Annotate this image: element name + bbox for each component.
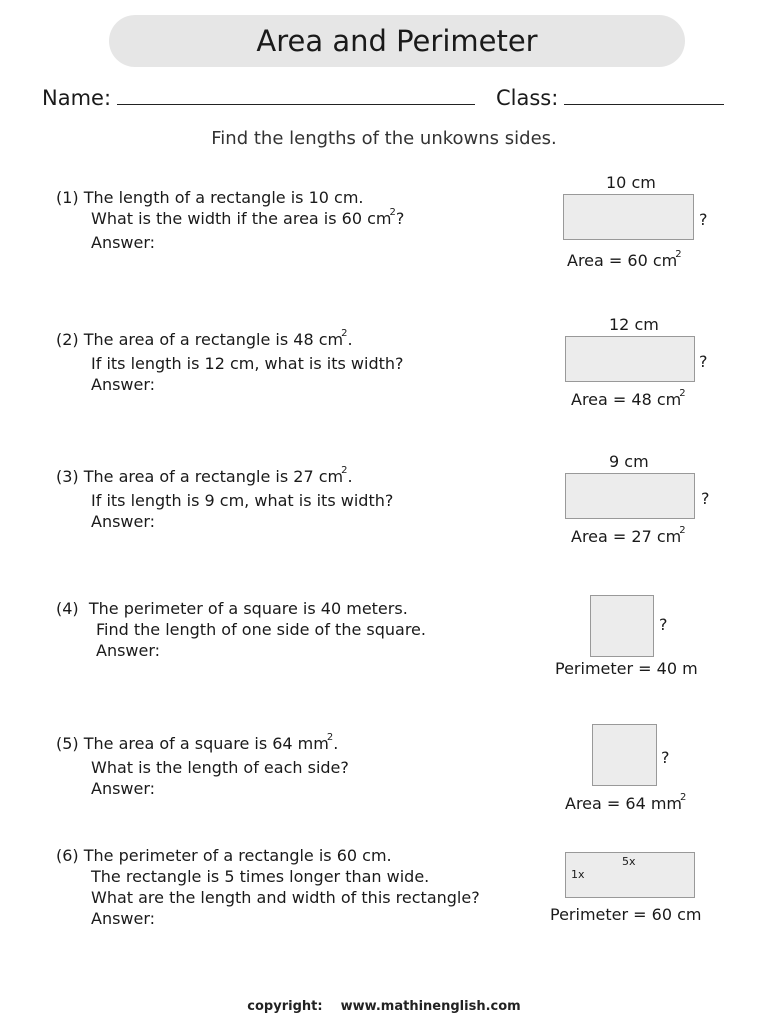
superscript: 2 (679, 525, 686, 536)
question-line: . (347, 467, 353, 486)
answer-label: Answer: (91, 375, 156, 394)
figure-inner-top-label: 5x (622, 855, 636, 868)
superscript: 2 (679, 388, 686, 399)
question-number: (2) (56, 330, 79, 349)
figure-bottom-label: Perimeter = 40 m (555, 659, 698, 678)
question-line: ? (395, 209, 405, 228)
superscript: 2 (389, 207, 396, 218)
question-2 (56, 328, 404, 395)
question-number: (3) (56, 467, 79, 486)
question-number: (6) (56, 846, 79, 865)
rectangle-figure (563, 194, 694, 240)
question-number: (1) (56, 188, 79, 207)
figure-top-label: 10 cm (606, 173, 656, 192)
figure-side-label: ? (659, 615, 668, 634)
answer-label: Answer: (96, 641, 161, 660)
question-line: What are the length and width of this rectangle? (91, 888, 480, 907)
question-line: The area of a rectangle is 27 cm (83, 467, 344, 486)
answer-label: Answer: (91, 512, 156, 531)
question-6 (56, 845, 480, 929)
answer-label: Answer: (91, 779, 156, 798)
square-figure (590, 595, 654, 657)
class-field (496, 86, 724, 110)
rectangle-figure (565, 852, 695, 898)
question-line: The rectangle is 5 times longer than wide. (91, 867, 430, 886)
figure-bottom-label: Area = 48 $cm^2$ (571, 388, 686, 409)
question-line: What is the length of each side? (91, 758, 349, 777)
rectangle-figure (565, 336, 695, 382)
rectangle-figure (565, 473, 695, 519)
question-line: The area of a square is 64 mm (83, 734, 329, 753)
superscript: 2 (341, 328, 348, 339)
page-title: Area and Perimeter (256, 24, 538, 58)
question-number: (5) (56, 734, 79, 753)
name-field (42, 86, 475, 110)
name-blank (117, 103, 475, 105)
figure-side-label: ? (699, 352, 708, 371)
question-line: What is the width if the area is 60 cm (91, 209, 392, 228)
copyright: copyright: www.mathinenglish.com (247, 999, 521, 1014)
instructions: Find the lengths of the unkowns sides. (211, 128, 557, 149)
superscript: 2 (326, 732, 334, 743)
question-line: If its length is 9 cm, what is its width? (91, 491, 394, 510)
question-line: The perimeter of a rectangle is 60 cm. (83, 846, 392, 865)
class-blank (564, 103, 724, 105)
question-line: . (333, 734, 339, 753)
superscript: 2 (341, 465, 348, 476)
question-line: . (347, 330, 353, 349)
question-line: If its length is 12 cm, what is its width? (91, 354, 404, 373)
name-label: Name: (42, 86, 112, 110)
question-line: Find the length of one side of the square. (96, 620, 426, 639)
figure-top-label: 9 cm (609, 452, 649, 471)
figure-bottom-label: Area = 60 $cm^2$ (567, 249, 682, 270)
answer-label: Answer: (91, 909, 156, 928)
question-line: The area of a rectangle is 48 cm (83, 330, 344, 349)
figure-inner-left-label: 1x (571, 868, 585, 881)
figure-bottom-label: Area = 27 $cm^2$ (571, 525, 686, 546)
question-4 (56, 598, 426, 661)
question-number: (4) (56, 599, 79, 618)
superscript: 2 (675, 249, 682, 260)
class-label: Class: (496, 86, 559, 110)
question-line: The length of a rectangle is 10 cm. (83, 188, 364, 207)
figure-side-label: ? (699, 210, 708, 229)
figure-side-label: ? (701, 489, 710, 508)
question-line: The perimeter of a square is 40 meters. (88, 599, 408, 618)
question-1 (56, 187, 405, 253)
figure-side-label: ? (661, 748, 670, 767)
superscript: 2 (680, 792, 687, 803)
figure-bottom-label: Area = 64 $mm^2$ (565, 792, 687, 813)
figure-bottom-label: Perimeter = 60 cm (550, 905, 702, 924)
answer-label: Answer: (91, 233, 156, 252)
question-5 (56, 732, 349, 799)
question-3 (56, 465, 394, 532)
figure-top-label: 12 cm (609, 315, 659, 334)
square-figure (592, 724, 657, 786)
